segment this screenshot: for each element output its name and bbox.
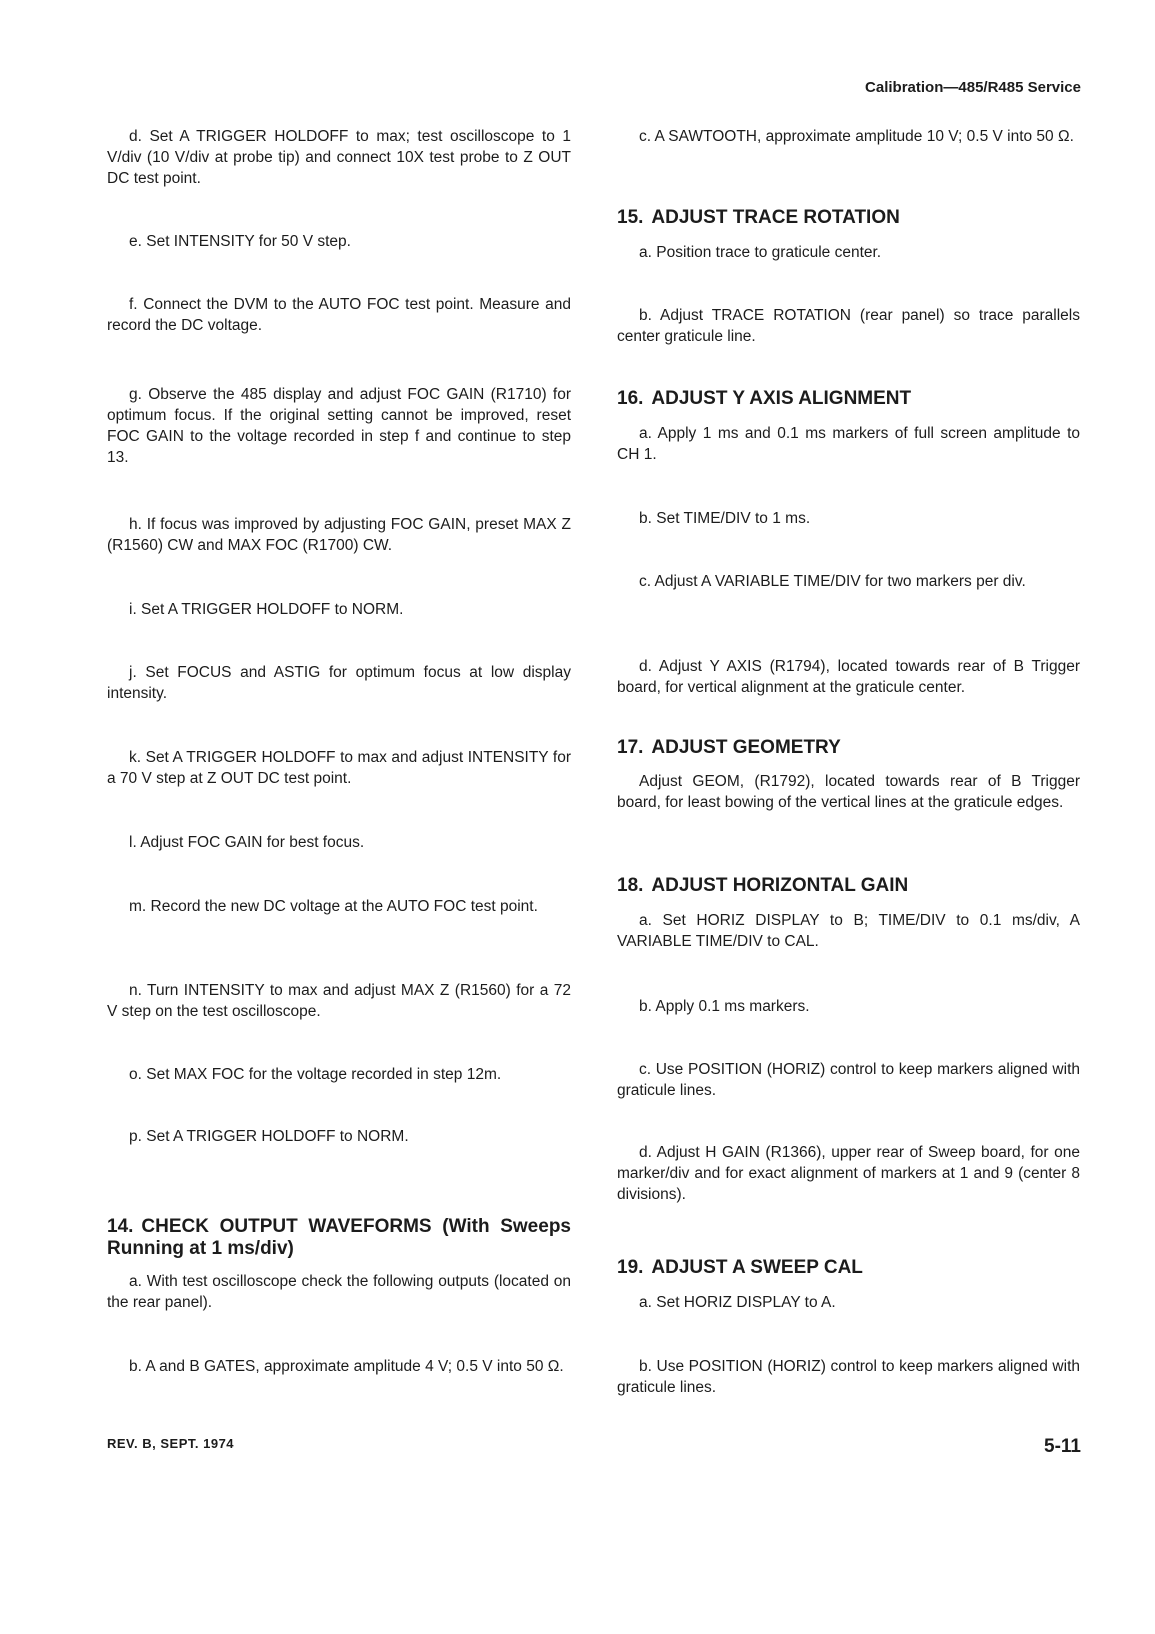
step-17: Adjust GEOM, (R1792), located towards rear of B Trigger board, for least bowing of the vertical lines at the graticule edges.	[617, 773, 1080, 811]
section-19-number: 19.	[617, 1257, 644, 1278]
section-17-heading	[617, 737, 1080, 759]
section-15-heading	[617, 207, 1080, 229]
step-13i: i. Set A TRIGGER HOLDOFF to NORM.	[129, 601, 404, 618]
step-16d: d. Adjust Y AXIS (R1794), located towards rear of B Trigger board, for vertical alignment at the graticule center.	[617, 658, 1080, 696]
step-19b: b. Use POSITION (HORIZ) control to keep markers aligned with graticule lines.	[617, 1358, 1080, 1396]
step-13g: g. Observe the 485 display and adjust FOC GAIN (R1710) for optimum focus. If the original setting cannot be improved, reset FOC GAIN to the voltage recorded in step f and continue to step 13.	[107, 386, 571, 466]
section-18-number: 18.	[617, 875, 644, 896]
section-15-title: ADJUST TRACE ROTATION	[651, 207, 900, 228]
step-18c: c. Use POSITION (HORIZ) control to keep markers aligned with graticule lines.	[617, 1061, 1080, 1099]
step-14c: c. A SAWTOOTH, approximate amplitude 10 V; 0.5 V into 50 Ω.	[639, 128, 1074, 145]
step-16b: b. Set TIME/DIV to 1 ms.	[639, 510, 811, 527]
section-14-heading	[107, 1216, 571, 1260]
step-16c: c. Adjust A VARIABLE TIME/DIV for two markers per div.	[639, 573, 1026, 590]
step-13p: p. Set A TRIGGER HOLDOFF to NORM.	[129, 1128, 409, 1145]
step-18d: d. Adjust H GAIN (R1366), upper rear of Sweep board, for one marker/div and for exact alignment of markers at 1 and 9 (center 8 divisions).	[617, 1144, 1080, 1203]
section-19-title: ADJUST A SWEEP CAL	[651, 1257, 863, 1278]
step-13m: m. Record the new DC voltage at the AUTO FOC test point.	[129, 898, 538, 915]
step-13e: e. Set INTENSITY for 50 V step.	[129, 233, 351, 250]
step-13j: j. Set FOCUS and ASTIG for optimum focus at low display intensity.	[107, 664, 571, 702]
section-18-heading	[617, 875, 1080, 897]
revision-date: REV. B, SEPT. 1974	[107, 1436, 235, 1451]
section-14-number: 14.	[107, 1216, 134, 1237]
step-13o: o. Set MAX FOC for the voltage recorded in step 12m.	[129, 1066, 502, 1083]
section-19-heading	[617, 1257, 1080, 1279]
running-header: Calibration—485/R485 Service	[865, 79, 1081, 96]
step-15a: a. Position trace to graticule center.	[639, 244, 882, 261]
step-13d: d. Set A TRIGGER HOLDOFF to max; test oscilloscope to 1 V/div (10 V/div at probe tip) and connect 10X test probe to Z OUT DC test point.	[107, 128, 571, 187]
step-13h: h. If focus was improved by adjusting FOC GAIN, preset MAX Z (R1560) CW and MAX FOC (R1700) CW.	[107, 516, 571, 554]
step-18a: a. Set HORIZ DISPLAY to B; TIME/DIV to 0.1 ms/div, A VARIABLE TIME/DIV to CAL.	[617, 912, 1080, 950]
step-16a: a. Apply 1 ms and 0.1 ms markers of full screen amplitude to CH 1.	[617, 425, 1080, 463]
step-18b: b. Apply 0.1 ms markers.	[639, 998, 810, 1015]
step-13n: n. Turn INTENSITY to max and adjust MAX Z (R1560) for a 72 V step on the test oscilloscope.	[107, 982, 571, 1020]
step-15b: b. Adjust TRACE ROTATION (rear panel) so trace parallels center graticule line.	[617, 307, 1080, 345]
section-16-heading	[617, 388, 1080, 410]
section-18-title: ADJUST HORIZONTAL GAIN	[651, 875, 909, 896]
section-17-title: ADJUST GEOMETRY	[651, 737, 841, 758]
step-14a: a. With test oscilloscope check the following outputs (located on the rear panel).	[107, 1273, 571, 1311]
step-19a: a. Set HORIZ DISPLAY to A.	[639, 1294, 836, 1311]
section-14-title: CHECK OUTPUT WAVEFORMS (With Sweeps Running at 1 ms/div)	[107, 1216, 571, 1259]
page-number: 5-11	[1044, 1436, 1081, 1457]
section-17-number: 17.	[617, 737, 644, 758]
section-16-number: 16.	[617, 388, 644, 409]
step-13k: k. Set A TRIGGER HOLDOFF to max and adjust INTENSITY for a 70 V step at Z OUT DC test point.	[107, 749, 571, 787]
section-15-number: 15.	[617, 207, 644, 228]
step-13f: f. Connect the DVM to the AUTO FOC test point. Measure and record the DC voltage.	[107, 296, 571, 334]
step-13l: l. Adjust FOC GAIN for best focus.	[129, 834, 365, 851]
step-14b: b. A and B GATES, approximate amplitude 4 V; 0.5 V into 50 Ω.	[129, 1358, 564, 1375]
section-16-title: ADJUST Y AXIS ALIGNMENT	[651, 388, 912, 409]
